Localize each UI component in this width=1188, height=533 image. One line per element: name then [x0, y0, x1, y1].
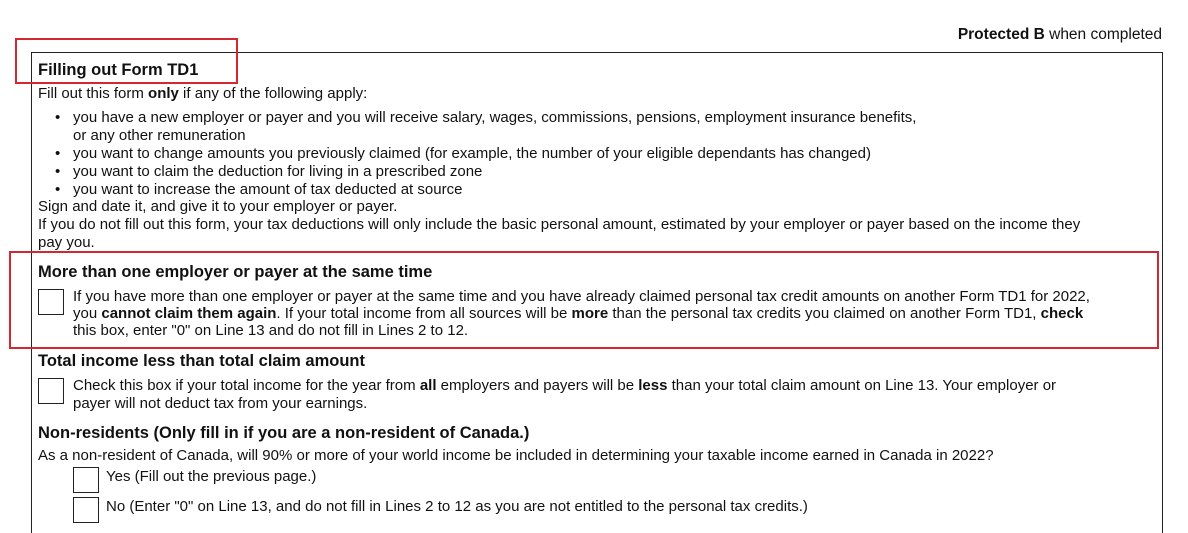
total-income-checkbox[interactable]: [38, 378, 64, 404]
section-title-total-income: Total income less than total claim amount: [38, 352, 366, 370]
bullet-item: you want to increase the amount of tax deducted at source: [73, 181, 463, 198]
non-resident-question: As a non-resident of Canada, will 90% or more of your world income be included in determining your taxable income earned in Canada in 2022?: [38, 447, 994, 464]
multiple-employers-text: this box, enter "0" on Line 13 and do not fill in Lines 2 to 12.: [73, 322, 469, 339]
highlight-box-filling-out: [15, 38, 238, 84]
basic-amount-text-cont: pay you.: [38, 234, 95, 251]
no-label: No (Enter "0" on Line 13, and do not fill in Lines 2 to 12 as you are not entitled to the personal tax credits.): [106, 498, 808, 515]
sign-instruction: Sign and date it, and give it to your employer or payer.: [38, 198, 398, 215]
yes-checkbox[interactable]: [73, 467, 99, 493]
section-title-multiple-employers: More than one employer or payer at the same time: [38, 263, 433, 281]
multiple-employers-text: If you have more than one employer or payer at the same time and you have already claimed personal tax credit amounts on another Form TD1 for 2022,: [73, 288, 1090, 305]
total-income-text: Check this box if your total income for the year from all employers and payers will be less than your total claim amount on Line 13. Your employer or: [73, 377, 1057, 394]
bullet-item: you have a new employer or payer and you will receive salary, wages, commissions, pensions, employment insurance benefits,: [73, 109, 917, 126]
bullet-dot: •: [55, 163, 61, 180]
multiple-employers-text: you cannot claim them again. If your total income from all sources will be more than the personal tax credits you claimed on another Form TD1, check: [73, 305, 1084, 322]
section-title-filling-out: Filling out Form TD1: [38, 61, 199, 79]
intro-text: Fill out this form only if any of the following apply:: [38, 85, 368, 102]
bullet-dot: •: [55, 181, 61, 198]
basic-amount-text: If you do not fill out this form, your tax deductions will only include the basic personal amount, estimated by your employer or payer based on the income they: [38, 216, 1081, 233]
total-income-text: payer will not deduct tax from your earnings.: [73, 395, 368, 412]
no-checkbox[interactable]: [73, 497, 99, 523]
bullet-item: you want to change amounts you previously claimed (for example, the number of your eligible dependants has changed): [73, 145, 871, 162]
protected-b-label: Protected B when completed: [957, 26, 1162, 43]
bullet-item: you want to claim the deduction for living in a prescribed zone: [73, 163, 483, 180]
section-title-non-residents: Non-residents (Only fill in if you are a non-resident of Canada.): [38, 424, 530, 442]
bullet-dot: •: [55, 145, 61, 162]
bullet-item-continued: or any other remuneration: [73, 127, 246, 144]
bullet-dot: •: [55, 109, 61, 126]
yes-label: Yes (Fill out the previous page.): [106, 468, 317, 485]
highlight-box-multiple-employers: [9, 251, 1159, 349]
